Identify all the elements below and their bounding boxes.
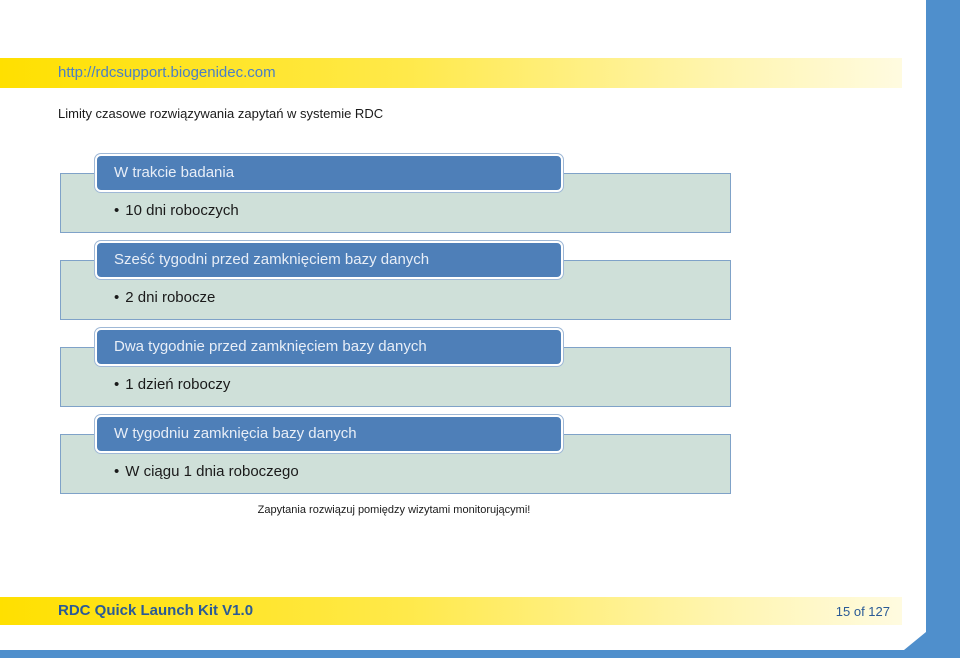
footer-title: RDC Quick Launch Kit V1.0: [58, 602, 254, 619]
page-number: 15 of 127: [835, 604, 890, 619]
card-2-bullet-text: 2 dni robocze: [125, 289, 216, 306]
bottom-strip: [0, 650, 960, 658]
card-1-bullet: [114, 202, 239, 219]
card-2-heading: Sześć tygodni przed zamknięciem bazy danych: [95, 241, 563, 279]
card-4-bullet: [114, 463, 299, 480]
card-4-bullet-text: W ciągu 1 dnia roboczego: [125, 463, 299, 480]
card-3-heading: Dwa tygodnie przed zamknięciem bazy danych: [95, 328, 563, 366]
card-3-bullet: [114, 376, 230, 393]
corner-fold: [904, 632, 926, 650]
card-3-bullet-text: 1 dzień roboczy: [125, 376, 231, 393]
page-title: Limity czasowe rozwiązywania zapytań w systemie RDC: [58, 106, 384, 121]
card-1-heading: W trakcie badania: [95, 154, 563, 192]
card-2-bullet: [114, 289, 215, 306]
bullet-dot-icon: •: [114, 376, 120, 393]
header-url[interactable]: http://rdcsupport.biogenidec.com: [58, 64, 276, 81]
card-1-bullet-text: 10 dni roboczych: [125, 202, 239, 219]
bullet-dot-icon: •: [114, 289, 120, 306]
bullet-dot-icon: •: [114, 463, 120, 480]
right-side-bar: [926, 0, 960, 658]
bullet-dot-icon: •: [114, 202, 120, 219]
footnote: Zapytania rozwiązuj pomiędzy wizytami monitorującymi!: [257, 504, 531, 516]
card-4-heading: W tygodniu zamknięcia bazy danych: [95, 415, 563, 453]
